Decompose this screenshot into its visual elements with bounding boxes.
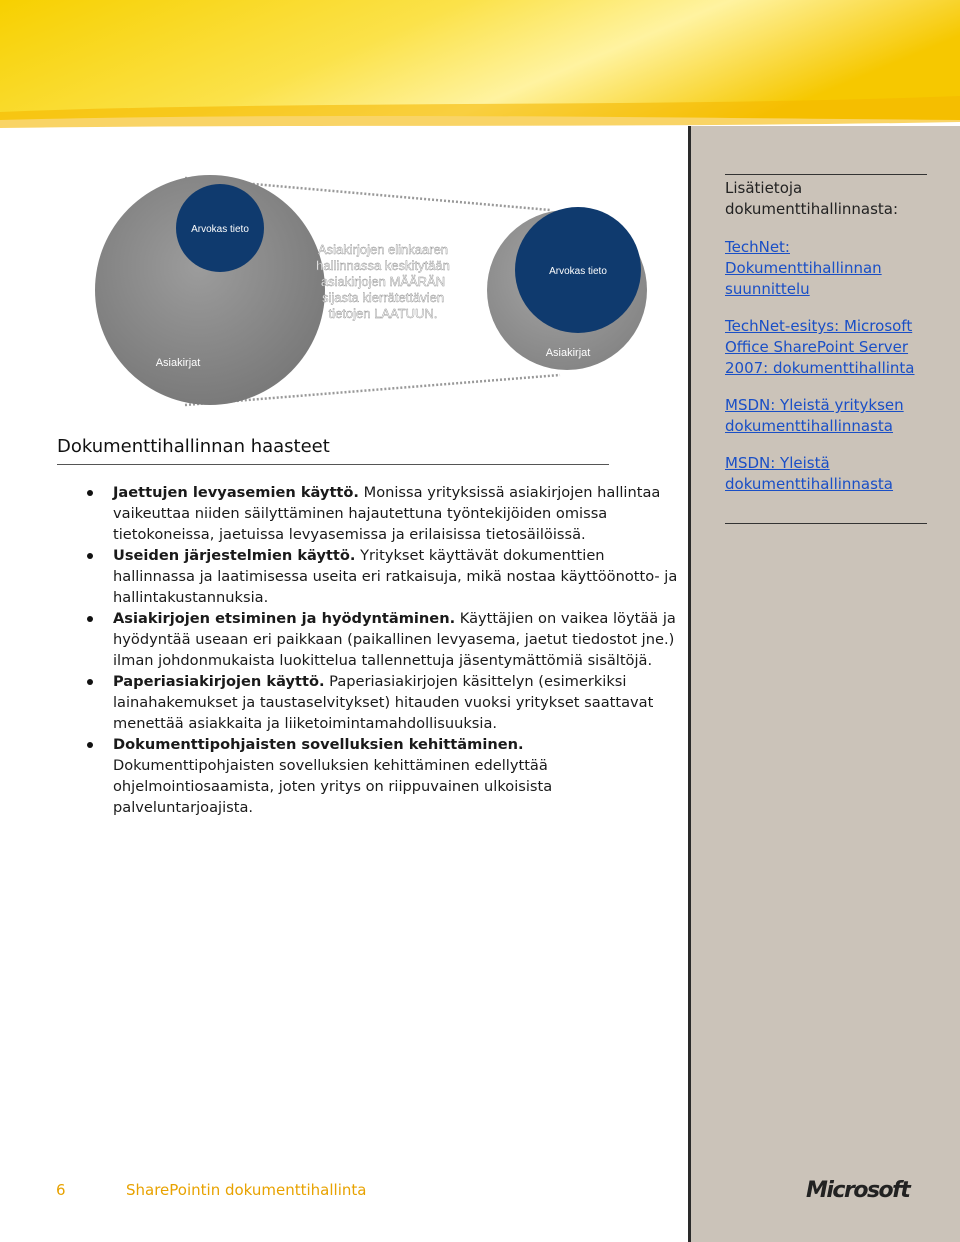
section-divider xyxy=(57,464,609,465)
link-technet-planning[interactable]: TechNet: Dokumenttihallinnan suunnittelu xyxy=(725,238,882,298)
left-circle-label: Asiakirjat xyxy=(155,357,201,369)
sidebar-bottom-rule xyxy=(725,523,927,524)
bullet-lead: Dokumenttipohjaisten sovelluksien kehittäminen. xyxy=(113,736,524,753)
list-item xyxy=(86,734,681,818)
list-item xyxy=(86,608,681,671)
challenges-list xyxy=(86,482,681,818)
top-banner xyxy=(0,0,960,130)
center-text-line-5: tietojen LAATUUN. xyxy=(328,306,438,321)
bullet-lead: Paperiasiakirjojen käyttö. xyxy=(113,673,325,690)
link-msdn-general[interactable]: MSDN: Yleistä dokumenttihallinnasta xyxy=(725,454,894,493)
center-text-line-3: asiakirjojen MÄÄRÄN xyxy=(320,274,446,289)
right-circle-label: Asiakirjat xyxy=(545,347,591,359)
center-text-line-4: sijasta kierrätettävien xyxy=(321,290,445,305)
left-inner-label: Arvokas tieto xyxy=(191,224,249,235)
bullet-text: Monissa yrityksissä asiakirjojen hallintaa vaikeuttaa niiden säilyttäminen hajautettuna työntekijöiden omissa tietokoneissa, jaetuissa levyasemissa ja erilaisissa tietosäilöissä. xyxy=(113,484,661,543)
bullet-lead: Useiden järjestelmien käyttö. xyxy=(113,547,356,564)
bullet-text: Käyttäjien on vaikea löytää ja hyödyntää useaan eri paikkaan (paikallinen levyasema, jaetut tiedostot jne.) ilman johdonmukaista luokittelua tallennettuja jäsentymättömiä sisältöjä. xyxy=(113,610,676,669)
list-item xyxy=(86,545,681,608)
document-lifecycle-diagram xyxy=(90,160,660,420)
bullet-lead: Jaettujen levyasemien käyttö. xyxy=(113,484,359,501)
right-inner-label: Arvokas tieto xyxy=(549,266,607,277)
section-title: Dokumenttihallinnan haasteet xyxy=(57,436,330,457)
link-msdn-enterprise[interactable]: MSDN: Yleistä yrityksen dokumenttihallinnasta xyxy=(725,396,904,435)
center-text-line-1: Asiakirjojen elinkaaren xyxy=(317,242,449,257)
list-item xyxy=(86,482,681,545)
list-item xyxy=(86,671,681,734)
bullet-text: Yritykset käyttävät dokumenttien hallinnassa ja laatimisessa useita eri ratkaisuja, mikä nostaa käyttöönotto- ja hallintakustannuksia. xyxy=(113,547,678,606)
bullet-text: Paperiasiakirjojen käsittelyn (esimerkiksi lainahakemukset ja taustaselvitykset) hitauden vuoksi yritykset saattavat menettää asiakkaita ja liiketoimintamahdollisuuksia. xyxy=(113,673,654,732)
sidebar xyxy=(688,126,960,1242)
link-technet-presentation[interactable]: TechNet-esitys: Microsoft Office SharePoint Server 2007: dokumenttihallinta xyxy=(725,317,915,377)
sidebar-top-rule xyxy=(725,174,927,175)
footer-title: SharePointin dokumenttihallinta xyxy=(126,1181,367,1199)
page-number: 6 xyxy=(56,1181,66,1199)
bullet-text: Dokumenttipohjaisten sovelluksien kehittäminen edellyttää ohjelmointiosaamista, joten yritys on riippuvainen ulkoisista palveluntarjoajista. xyxy=(113,757,553,816)
center-text-line-2: hallinnassa keskitytään xyxy=(316,258,450,273)
sidebar-heading: Lisätietoja dokumenttihallinnasta: xyxy=(725,179,899,218)
microsoft-logo: Microsoft xyxy=(806,1178,910,1203)
bullet-lead: Asiakirjojen etsiminen ja hyödyntäminen. xyxy=(113,610,456,627)
